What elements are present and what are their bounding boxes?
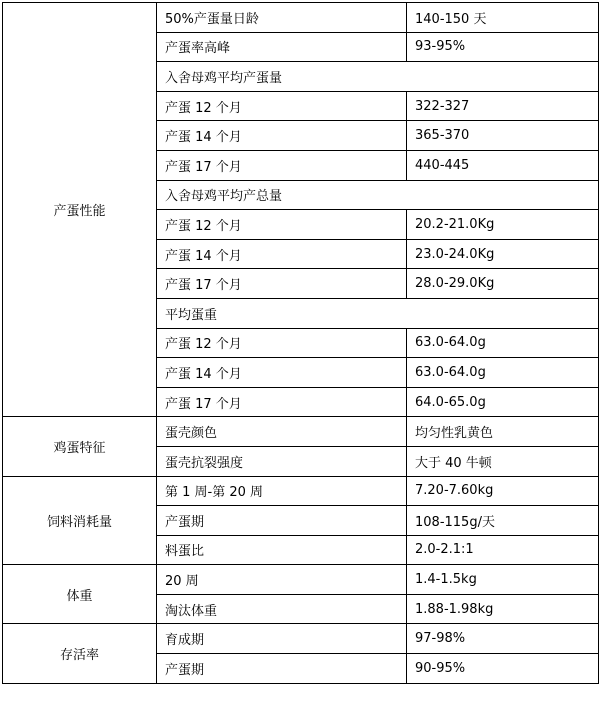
item-cell: 产蛋期 [157,506,407,536]
group-label: 存活率 [3,624,157,683]
value-cell: 大于 40 牛顿 [407,446,599,476]
value-cell: 63.0-64.0g [407,328,599,358]
value-cell: 90-95% [407,654,599,684]
item-cell: 料蛋比 [157,535,407,565]
value-cell: 64.0-65.0g [407,387,599,417]
item-cell: 产蛋 14 个月 [157,121,407,151]
value-cell: 28.0-29.0Kg [407,269,599,299]
item-cell: 产蛋 12 个月 [157,210,407,240]
item-cell: 产蛋 14 个月 [157,358,407,388]
value-cell: 63.0-64.0g [407,358,599,388]
item-cell: 育成期 [157,624,407,654]
group-label: 饲料消耗量 [3,476,157,565]
value-cell: 1.88-1.98kg [407,594,599,624]
item-cell: 蛋壳颜色 [157,417,407,447]
subheader-cell: 平均蛋重 [157,298,599,328]
value-cell: 322-327 [407,91,599,121]
group-label: 鸡蛋特征 [3,417,157,476]
item-cell: 产蛋 17 个月 [157,269,407,299]
value-cell: 365-370 [407,121,599,151]
table-row [3,624,599,654]
item-cell: 产蛋 12 个月 [157,328,407,358]
item-cell: 50%产蛋量日龄 [157,3,407,33]
table-row [3,417,599,447]
item-cell: 20 周 [157,565,407,595]
value-cell: 7.20-7.60kg [407,476,599,506]
table-row [3,476,599,506]
item-cell: 产蛋 17 个月 [157,150,407,180]
item-cell: 第 1 周-第 20 周 [157,476,407,506]
item-cell: 产蛋 14 个月 [157,239,407,269]
value-cell: 93-95% [407,32,599,62]
value-cell: 均匀性乳黄色 [407,417,599,447]
item-cell: 产蛋期 [157,654,407,684]
spec-table-body [3,3,599,684]
item-cell: 产蛋率高峰 [157,32,407,62]
group-label: 体重 [3,565,157,624]
group-label: 产蛋性能 [3,3,157,417]
value-cell: 108-115g/天 [407,506,599,536]
item-cell: 淘汰体重 [157,594,407,624]
item-cell: 产蛋 12 个月 [157,91,407,121]
subheader-cell: 入舍母鸡平均产总量 [157,180,599,210]
value-cell: 140-150 天 [407,3,599,33]
table-row [3,565,599,595]
spec-table [2,2,599,684]
item-cell: 蛋壳抗裂强度 [157,446,407,476]
table-row [3,3,599,33]
value-cell: 23.0-24.0Kg [407,239,599,269]
subheader-cell: 入舍母鸡平均产蛋量 [157,62,599,92]
value-cell: 97-98% [407,624,599,654]
item-cell: 产蛋 17 个月 [157,387,407,417]
value-cell: 440-445 [407,150,599,180]
value-cell: 20.2-21.0Kg [407,210,599,240]
value-cell: 2.0-2.1:1 [407,535,599,565]
value-cell: 1.4-1.5kg [407,565,599,595]
